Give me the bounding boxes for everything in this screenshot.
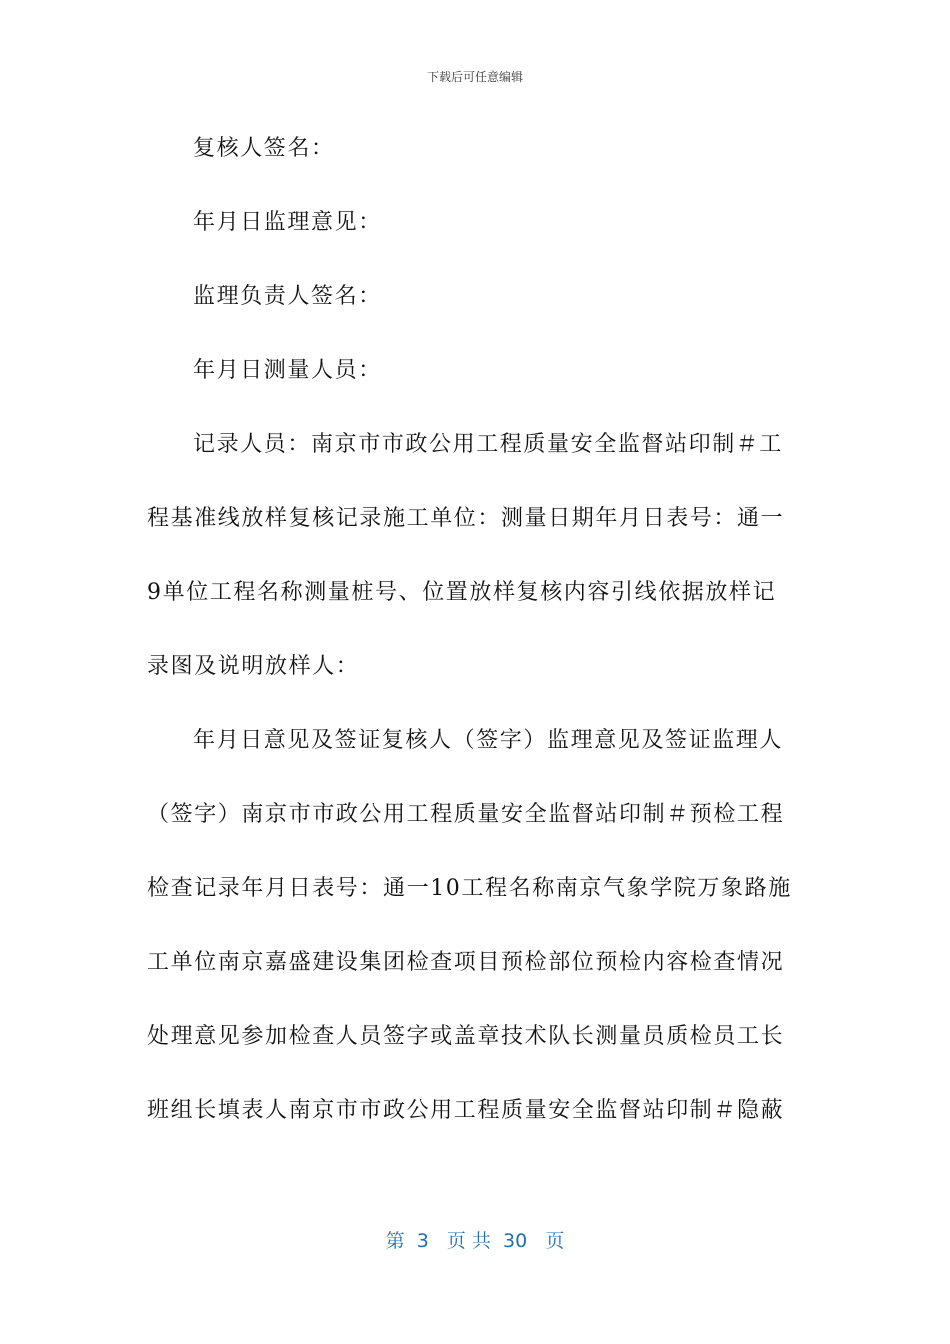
text-line: 年月日意见及签证复核人（签字）监理意见及签证监理人: [193, 728, 784, 753]
text-line: 复核人签名：: [193, 136, 335, 161]
text-line: 工单位南京嘉盛建设集团检查项目预检部位预检内容检查情况: [147, 950, 785, 975]
text-line: 程基准线放样复核记录施工单位：测量日期年月日表号：通一: [147, 506, 785, 531]
text-line: 处理意见参加检查人员签字或盖章技术队长测量员质检员工长: [147, 1024, 785, 1049]
text-line: 监理负责人签名：: [193, 284, 382, 309]
header-note: 下载后可任意编辑: [426, 70, 523, 84]
text-line: 9单位工程名称测量桩号、位置放样复核内容引线依据放样记: [147, 580, 777, 605]
page-number-footer: 第 3 页 共 30 页: [385, 1230, 565, 1252]
document-body: [147, 112, 797, 1148]
text-line: 检查记录年月日表号：通一10工程名称南京气象学院万象路施: [147, 876, 792, 901]
text-line: 记录人员：南京市市政公用工程质量安全监督站印制＃工: [193, 432, 784, 457]
text-line: （签字）南京市市政公用工程质量安全监督站印制＃预检工程: [147, 802, 785, 827]
text-line: 录图及说明放样人：: [147, 654, 360, 679]
text-line: 班组长填表人南京市市政公用工程质量安全监督站印制＃隐蔽: [147, 1098, 785, 1123]
text-line: 年月日监理意见：: [193, 210, 382, 235]
text-line: 年月日测量人员：: [193, 358, 382, 383]
